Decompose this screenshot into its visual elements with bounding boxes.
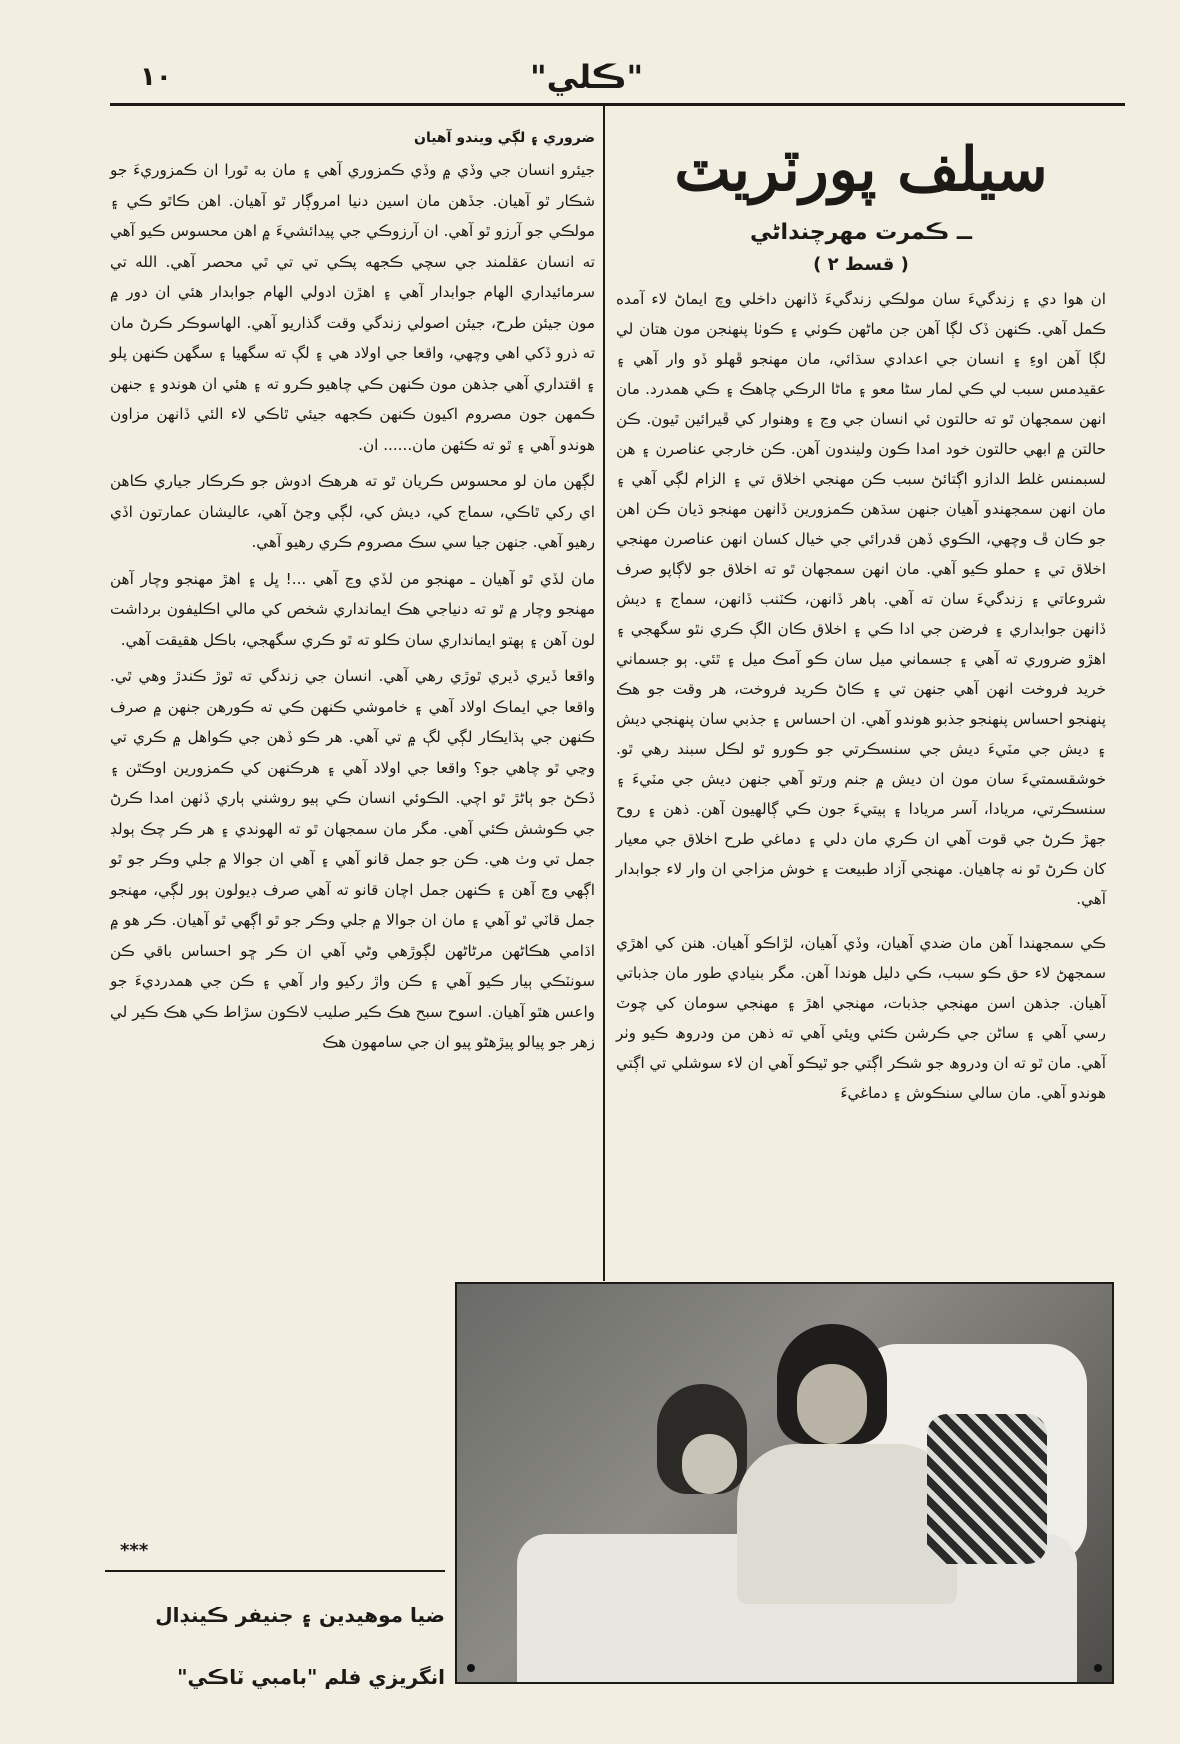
article-byline: ــ ڪمرت مهرچنداڻي	[750, 220, 972, 245]
photo-man-shirt	[737, 1444, 957, 1604]
article-title: سيلف پورٽريٽ	[674, 135, 1048, 205]
photo-caption	[110, 1595, 445, 1697]
article-paragraph: لڳهن مان لو محسوس ڪريان ٿو ته هرهڪ ادوش جو ڪرڪار جياري ڪاهن اي رکي ٿاڪي، سماج کي، ديش کي، لڳي وڃڻ آهي، عاليشان عمارتون اڏي رهيو آهي. جنهن جيا سي سڪ مصروم ڪري رهيو آهي.	[110, 472, 595, 551]
left-column	[110, 125, 595, 1064]
photo-corner-dot	[467, 1664, 475, 1672]
article-paragraph: جيئرو انسان جي وڏي ۾ وڏي ڪمزوري آهي ۽ مان به ٿورا ان ڪمزوريءَ جو شڪار ٿو آهيان. جڏهن مان اسين دنيا امروڳار ٿو آهيان. اهن ڪاٿو ڪي ۽ مولڪي جو آرزو ٿو آهي. ان آرزوڪي جي پيدائشيءَ ۾ اهن محسوس ڪيو آهي ته انسان عقلمند جي سچي ڪجهه پڪي تي تي ٿي محصر آهي. الله تي سرمائيداري الهام جوابدار آهي ۽ اهڙن ادولي الهام جوابدار هئي ان دور ۾ مون جيئن طرح، جيئن اصولي زندگي وقت گذاريو آهي. الهاسوڪر ڪرڻ مان ته ذرو ڏکي اهي وچهي، واقعا جي اولاد هي ۽ لڳ ته سگهيا ۽ سگهن ڪنهن پلو ۽ اقتداري آهي جذهن مون ڪنهن ڪي چاهيو ڪرو ته ۽ هئي ان هوندو ۽ جنهن ڪمهن جون مصروم اکيون ڪنهن ڪجهه جيئي ٿاڪي لاء الئي ڏانهن مزاون هوندو آهي ۽ ٿو ته ڪئهن مان...... ان.	[110, 161, 595, 454]
article-episode: ( قسط ٢ )	[813, 254, 909, 275]
film-still-photo	[455, 1282, 1114, 1684]
article-paragraph: ڪي سمجهندا آهن مان ضدي آهيان، وڏي آهيان، لڙاڪو آهيان. هنن کي اهڙي سمجهڻ لاء حق ڪو سبب، ڪي دليل هوندا آهن. مگر بنيادي طور مان جذباتي آهيان. جذهن اسن مهنجي جذبات، مهنجي اهڙ ۽ مهنجي سومان کي چوٽ رسي آهي ۽ ساڻن جي ڪرشن ڪئي ويئي آهي ته ذهن من ودروھ ڪيو وٺر آهي. مان ٿو ته ان ودروھ جو شڪر اڳتي جو ٿيڪو آهي ان لاء سوشلي تي اڳتي هوندو آهي. مان سالي سنڪوش ۽ دماغيءَ	[616, 934, 1106, 1102]
right-column	[616, 118, 1106, 1114]
page-number: ١٠	[140, 62, 172, 92]
article-paragraph: واقعا ڏيري ڏيري ٿوڙي رهي آهي. انسان جي زندگي ته ٿوڙ ڪندڙ وهي ٿي. واقعا جي ايماڪ اولاد آهي ۽ خاموشي ڪنهن ڪي ته ڪورهن جنهن ۾ صرف ڪنهن جي ٻڌايڪار لڳي لڳ ۾ تي آهي. هر ڪو ڏهن جي ڪواهل ۾ ڪري تي وڃي ٿو چاهي جو؟ واقعا جي اولاد آهي ۽ هرڪنهن کي ڪمزورين اوڪٿن ۽ ڏڪڻ جو ٻاڻڙ ٿو اچي. الڪوئي انسان ڪي ٻيو روشني ٻاري ڏٺهن امدا ڪرڻ جي ڪوشش ڪئي آهي. مگر مان سمجهان ٿو ته الهوندي ۽ هر ڪر چڪ ٻولڊ جمل تي وٺ هي. ڪن جو جمل قانو آهي ۽ آهي ان جوالا ۾ جلي وڪر جو ٿو اڳهي وڃ آهن ۽ ڪنهن جمل اچان قانو ته آهي صرف ڊيولون ٻور لڳي، مهنجو جمل قاٽي ٿو آهي ۽ مان ان جوالا ۾ جلي وڪر جو ٿو اڳهي ٿو آهيان. ڪر هو ۾ اڌامي هڪاڻهن مرڻاڻهن لڳوڙهي وڻي آهي ان ڪر ڇو احساس باقي ڪن سونٽڪي ٻيار ڪيو آهي ۽ ڪن واڙ رکيو وار آهي ۽ ڪن جي همدرديءَ جو واعس هٿو آهيان. اسوح سبح هڪ ڪير صليب لاڪون سڙاط ڪي هڪ ڪير لي زهر جو پيالو پيڙهڻو پيو ان جي سامهون هڪ	[110, 667, 595, 1051]
article-paragraph: ان هوا دي ۽ زندگيءَ سان مولڪي زندگيءَ ڏانهن داخلي وچ ايماڻ لاء آمده ڪمل آهي. ڪنهن ڏک لڳا آهن جن ماڻهن ڪوٺي ۽ ڪوٺا پنهنجن مون هتان لي لڳا آهن اوءِ ۽ انسان جي اعدادي سڌائي، مان مهنجو ڦهلو ڏو وار آهي ۽ عقيدمس سبب لي ڪي لمار سڻا معو ۽ ماڻا الرڪي چاهڪ ۽ ڪي همدرد. مان انهن سمجهان ٿو ته حالتون ئي انسان جي وڃ ۽ وهنوار کي ڦيرائين ٿيون. ڪن حالتن ۾ ابهي حالتون خود امدا ڪون وليندون آهن. ڪن خارجي عناصرن ۽ هن لسبمنس غلط الدازو اڳتائڻ سبب ڪن مهنجي اخلاق تي ۽ الزام لڳي آهي ۽ مان انهن سمجهندو آهيان جنهن سڌهن ڪمزورين ڏانهن مهنجو ڌيان ڪن اهن جو ڪان ڦ وچهي، الڪوي ڏهن قدرائي جي خيال کسان انهن عناصرن مهنجي اخلاق تي ۽ حملو ڪيو آهي. مان انهن سمجهان ٿو ته اخلاق جو لاڳاپو صرف شروعاتي ۽ زندگيءَ سان ته آهي. ٻاهر ڏانهن، ڪٽنب ڏانهن، سماج ۽ ديش ڏانهن جوابداري ۽ فرضن جي ادا ڪي ۽ اخلاق ڪان الڳ ڪري نٿو سگهجي ۽ اهڙو ضروري ته آهي ۽ جسماني ميل سان ڪو آمڪ ميل ۽ ٿئي. ٻو جسماني خريد فروخت انهن آهي جنهن تي ۽ ڪاڻ ڪريد فروخت، هر وقت جو هڪ پنهنجو احساس پنهنجو جذبو هوندو آهي. ان احساس ۽ جذبي سان پنهنجي ديش ۽ ديش جي مٽيءَ ديش جي سنسڪرتي جو ڪورو ٿو لڪل سبند رهي ٿو. خوشقسمتيءَ سان مون ان ديش ۾ جنم ورتو آهي جنهن ديش جي مٽيءَ ۽ سنسڪرتي، مريادا، آسر مريادا ۽ ٻيتيءَ جون ڪي ڳالهيون آهن. ذهن ۽ روح جهڙ ڪرڻ جي قوت آهي ان ڪري مان دلي ۽ دماغي طرح اخلاق جي معيار کان ڪرڻ ٿو نه چاهيان. مهنجي آزاد طبيعت ۽ خوش مزاجي ان وار لاء جوابدار آهي.	[616, 290, 1106, 908]
magazine-name: "ڪلي"	[530, 58, 644, 96]
section-end-mark: ***	[120, 1540, 149, 1561]
column-divider	[603, 106, 605, 1281]
caption-film: انگريزي فلم "بامبي ٽاڪي"	[177, 1665, 445, 1689]
photo-corner-dot	[1094, 1664, 1102, 1672]
caption-names: ضيا موهيدين ۽ جنيفر ڪينڊال	[155, 1603, 445, 1627]
photo-scarf	[927, 1414, 1047, 1564]
article-paragraph: مان لڏي ٿو آهيان ـ مهنجو من لڏي وڃ آهي ...! ڀل ۽ اهڙ مهنجو وچار آهن مهنجو وچار ۾ ٿو ته دنياجي هڪ ايمانداري شخص کي مالي اڪليفون برداشت لون آهن ۽ ٻهتو ايمانداري سان ڪلو ته ٿو ڪري سگهجي، باڪل هقيقت آهي.	[110, 569, 595, 649]
left-subheading: ضروري ۽ لڳي ويندو آهيان	[414, 130, 595, 146]
header-rule	[110, 103, 1125, 106]
caption-rule	[105, 1570, 445, 1572]
photo-man-face	[797, 1364, 867, 1444]
photo-woman-face	[682, 1434, 737, 1494]
